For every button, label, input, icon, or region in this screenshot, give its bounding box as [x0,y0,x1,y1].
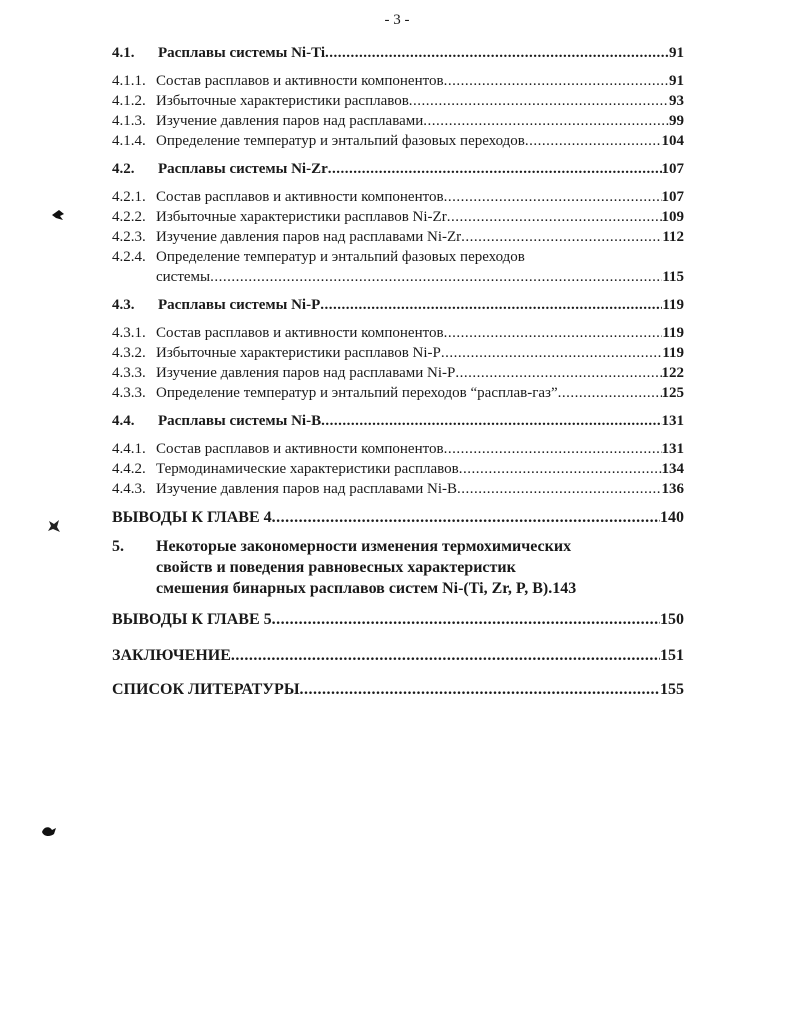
toc-item: 4.3.3. Изучение давления паров над расплавами Ni-P ..... 122 [112,364,684,383]
toc-item: 4.2.3. Изучение давления паров над расплавами Ni-Zr ..... 112 [112,228,684,247]
toc-item: 4.3.1. Состав расплавов и активности компонентов ..... 119 [112,324,684,343]
toc-item-continuation: системы ..... 115 [156,268,684,287]
toc-section-4-1: 4.1. Расплавы системы Ni-Ti ..... 91 [112,44,684,63]
toc-item: 4.1.3. Изучение давления паров над расплавами ..... 99 [112,112,684,131]
scan-mark-icon [50,208,66,222]
toc-conclusion: ЗАКЛЮЧЕНИЕ ..... 151 [112,646,684,665]
toc-section-4-3: 4.3. Расплавы системы Ni-P ..... 119 [112,296,684,315]
toc-item: 4.4.3. Изучение давления паров над расплавами Ni-B ..... 136 [112,480,684,499]
toc-item: 4.3.2. Избыточные характеристики расплавов Ni-P ..... 119 [112,344,684,363]
toc-section-4-4: 4.4. Расплавы системы Ni-B ..... 131 [112,412,684,431]
toc-item: 4.2.1. Состав расплавов и активности компонентов ..... 107 [112,188,684,207]
toc-item: 4.4.1. Состав расплавов и активности компонентов ..... 131 [112,440,684,459]
toc-section-4-2: 4.2. Расплавы системы Ni-Zr ..... 107 [112,160,684,179]
chapter-5-title-line: Некоторые закономерности изменения термохимических [156,538,572,555]
toc-item: 4.2.4. Определение температур и энтальпий фазовых переходов [112,249,525,265]
scan-mark-icon [46,518,62,534]
toc-item: 4.2.2. Избыточные характеристики расплавов Ni-Zr ..... 109 [112,208,684,227]
scan-mark-icon [40,824,58,838]
toc-item: 4.1.2. Избыточные характеристики расплавов ..... 93 [112,92,684,111]
toc-chapter-5: 5. Некоторые закономерности изменения термохимических свойств и поведения равновесных характеристик смешения бинарных расплавов систем Ni-(Ti, Zr, P, B). 143 [112,536,686,599]
page-number: - 3 - [384,12,410,28]
toc-item: 4.1.1. Состав расплавов и активности компонентов ..... 91 [112,72,684,91]
toc-item: 4.4.2. Термодинамические характеристики расплавов ..... 134 [112,460,684,479]
toc-conclusions-ch4: ВЫВОДЫ К ГЛАВЕ 4 ..... 140 [112,508,684,527]
chapter-5-title-line: свойств и поведения равновесных характеристик [156,559,516,576]
toc-references: СПИСОК ЛИТЕРАТУРЫ ..... 155 [112,680,684,699]
chapter-5-title-line: смешения бинарных расплавов систем Ni-(Ti, Zr, P, B). 143 [156,580,577,597]
toc-item: 4.3.3. Определение температур и энтальпий переходов “расплав-газ” ..... 125 [112,384,684,403]
toc-item: 4.1.4. Определение температур и энтальпий фазовых переходов ..... 104 [112,132,684,151]
toc-conclusions-ch5: ВЫВОДЫ К ГЛАВЕ 5 ..... 150 [112,610,684,629]
